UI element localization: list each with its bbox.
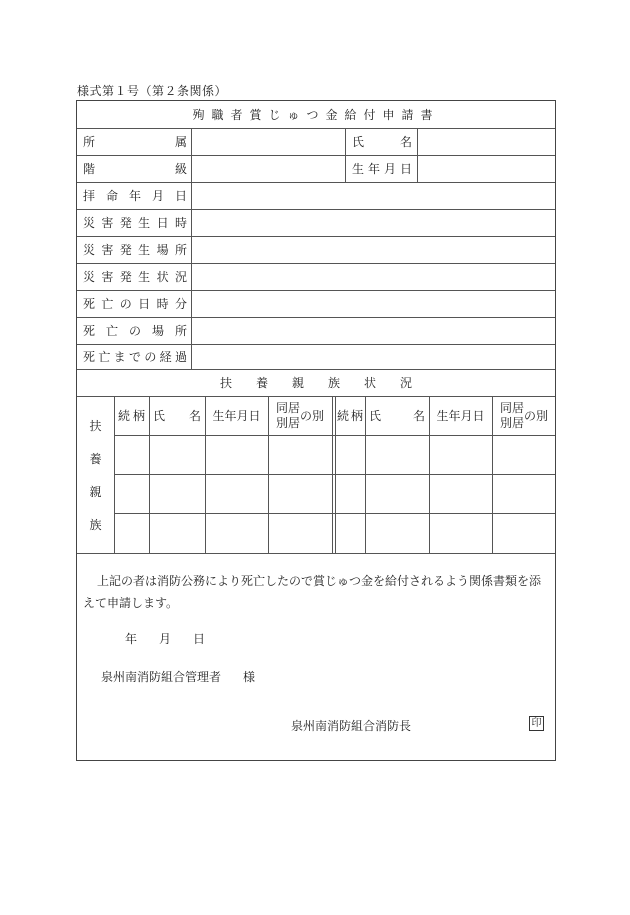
applicant: 泉州南消防組合消防長 (291, 719, 412, 733)
col-relation-left: 続 柄 (118, 409, 145, 423)
dependents-section-title: 扶 養 親 族 状 況 (219, 376, 413, 390)
label-appointment-date: 拝 命 年 月 日 (83, 189, 187, 203)
statement-line-1: 上記の者は消防公務により死亡したので賞じゅつ金を給付されるよう関係書類を添 (97, 574, 542, 588)
label-disaster-situation: 災 害 発 生 状 況 (83, 270, 187, 284)
label-name: 氏 名 (352, 135, 412, 149)
statement-line-2: えて申請します。 (83, 596, 179, 610)
dependents-side-label: 扶 養 親 族 (89, 418, 102, 532)
dependents-row[interactable] (115, 436, 556, 474)
col-name-left: 氏 名 (153, 409, 201, 423)
application-form (76, 100, 556, 761)
label-birthdate: 生 年 月 日 (352, 162, 412, 176)
col-cohabit-left: 同居 別居 の別 (275, 400, 325, 430)
death-datetime-field[interactable] (192, 290, 556, 317)
label-death-place: 死 亡 の 場 所 (83, 324, 187, 338)
dependents-row[interactable] (115, 514, 556, 552)
label-rank: 階 級 (83, 162, 187, 176)
birthdate-field[interactable] (418, 155, 556, 182)
col-birthdate-right: 生年月日 (436, 409, 485, 423)
seal-mark: 印 (529, 716, 544, 731)
death-course-field[interactable] (192, 344, 556, 369)
label-affiliation: 所 属 (83, 135, 187, 149)
label-death-datetime: 死 亡 の 日 時 分 (83, 297, 187, 311)
col-cohabit-right: 同居 別居 の別 (499, 400, 549, 430)
col-name-right: 氏 名 (369, 409, 425, 423)
addressee-line (101, 668, 255, 685)
rank-field[interactable] (192, 155, 345, 182)
affiliation-field[interactable] (192, 128, 345, 155)
disaster-situation-field[interactable] (192, 263, 556, 290)
label-disaster-datetime: 災 害 発 生 日 時 (83, 216, 187, 230)
name-field[interactable] (418, 128, 556, 155)
label-disaster-place: 災 害 発 生 場 所 (83, 243, 187, 257)
date-line: 年 月 日 (125, 632, 206, 646)
label-death-course: 死 亡 ま で の 経 過 (83, 350, 187, 364)
disaster-place-field[interactable] (192, 236, 556, 263)
form-title: 殉職者賞じゅつ金給付申請書 (192, 108, 440, 122)
appointment-date-field[interactable] (192, 182, 556, 209)
col-relation-right: 続 柄 (337, 409, 363, 423)
addressee: 泉州南消防組合管理者 (101, 670, 222, 684)
death-place-field[interactable] (192, 317, 556, 344)
honorific: 様 (243, 670, 256, 684)
disaster-datetime-field[interactable] (192, 209, 556, 236)
col-birthdate-left: 生年月日 (212, 409, 261, 423)
form-number: 様式第１号（第２条関係） (77, 84, 228, 98)
dependents-row[interactable] (115, 475, 556, 513)
